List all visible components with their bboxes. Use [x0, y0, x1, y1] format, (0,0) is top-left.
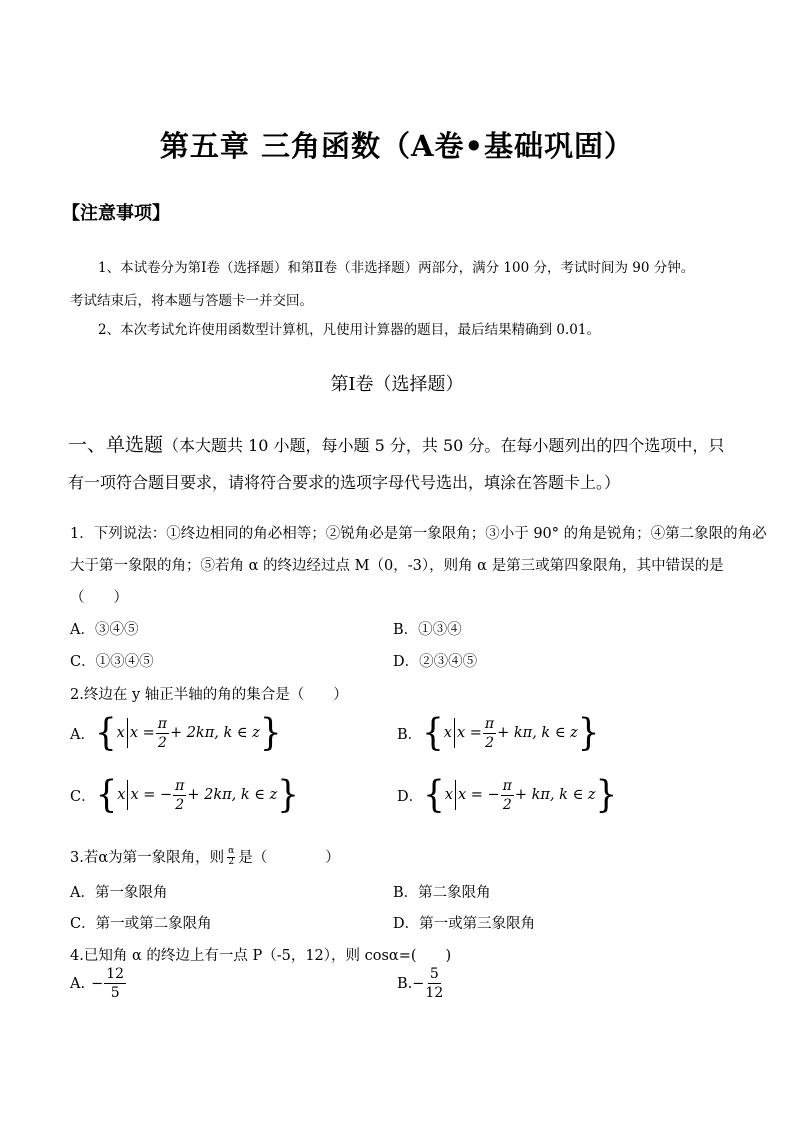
frac-num: α [228, 845, 235, 856]
q2-a-tail: + 2kπ, k ∈ z [169, 725, 260, 741]
q2-a-frac [156, 717, 169, 750]
q1-option-a: A．③④⑤ [70, 622, 139, 638]
frac-num: π [157, 715, 167, 732]
q2-stem: 2.终边在 y 轴正半轴的角的集合是（ ） [70, 687, 348, 703]
frac-den: 12 [425, 985, 444, 1001]
set-bar [127, 780, 128, 810]
q2-b-var: x [443, 725, 452, 741]
q2-b-eq: x = [456, 725, 482, 741]
q2-c-var: x [117, 787, 126, 803]
section-title: 第Ⅰ卷（选择题） [330, 374, 464, 395]
q3-option-d: D．第一或第三象限角 [393, 916, 536, 932]
q3-stem [70, 846, 340, 867]
part-heading-label: 一、单选题 [68, 434, 164, 456]
q2-d-tail: + kπ, k ∈ z [514, 787, 596, 803]
q2-option-a [70, 711, 282, 755]
frac-den: 2 [502, 796, 512, 813]
frac-den: 2 [175, 796, 185, 813]
right-brace-icon: } [259, 711, 282, 755]
left-brace-icon: { [422, 711, 444, 755]
frac-den: 2 [157, 734, 167, 751]
q3-stem-b: 是（ ） [238, 850, 340, 866]
frac-num: π [175, 777, 185, 794]
part-instructions-b: 有一项符合题目要求，请将符合要求的选项字母代号选出，填涂在答题卡上。） [68, 473, 621, 492]
q2-d-frac [501, 779, 514, 812]
q4-b-sign: − [412, 975, 425, 992]
right-brace-icon: } [277, 773, 299, 817]
frac-den: 5 [110, 985, 120, 1001]
q1-option-d: D．②③④⑤ [393, 654, 478, 670]
q1-option-b: B．①③④ [393, 622, 462, 638]
set-bar [127, 718, 128, 748]
q2-a-label: A． [70, 726, 95, 743]
q2-a-var: x [116, 725, 125, 741]
q3-stem-a: 3.若α为第一象限角，则 [70, 850, 225, 866]
frac-num: π [484, 715, 495, 732]
q4-a-frac [104, 967, 126, 1000]
q2-d-eq: x = − [457, 787, 500, 803]
q2-a-eq: x = [129, 725, 155, 741]
notice-heading: 【注意事项】 [62, 203, 170, 224]
q2-option-d [397, 773, 618, 817]
q2-b-set [422, 711, 600, 755]
part-instructions-a: （本大题共 10 小题，每小题 5 分，共 50 分。在每小题列出的四个选项中，只 [163, 436, 725, 455]
q2-c-set [95, 773, 299, 817]
part-heading [68, 430, 724, 457]
q2-b-frac [483, 717, 496, 750]
q4-a-sign: − [91, 975, 104, 992]
q2-a-set [94, 711, 282, 755]
q4-b-label: B. [397, 975, 413, 992]
q4-option-a [70, 967, 127, 1000]
set-bar [455, 780, 456, 810]
q2-option-c [70, 773, 299, 817]
notice-line-2: 2、本次考试允许使用函数型计算机，凡使用计算器的题目，最后结果精确到 0.01。 [98, 322, 600, 338]
q2-c-label: C． [70, 788, 96, 805]
set-bar [454, 718, 455, 748]
q4-stem: 4.已知角 α 的终边上有一点 P（-5，12），则 cosα=( ) [70, 948, 452, 964]
q2-c-tail: + 2kπ, k ∈ z [187, 787, 278, 803]
right-brace-icon: } [577, 711, 600, 755]
frac-den: 2 [228, 856, 235, 867]
frac-num: 5 [429, 966, 439, 982]
q2-b-tail: + kπ, k ∈ z [497, 725, 578, 741]
q1-option-c: C．①③④⑤ [70, 654, 154, 670]
q1-line-3: （ ） [70, 590, 128, 606]
left-brace-icon: { [95, 773, 118, 817]
frac-num: 12 [106, 966, 125, 982]
right-brace-icon: } [595, 773, 618, 817]
left-brace-icon: { [94, 711, 117, 755]
notice-line-1: 1、本试卷分为第Ⅰ卷（选择题）和第Ⅱ卷（非选择题）两部分，满分 100 分，考试时间为 90 分钟。 [98, 260, 695, 276]
q2-option-b [397, 711, 600, 755]
q1-line-2: 大于第一象限的角；⑤若角 α 的终边经过点 M（0，-3），则角 α 是第三或第四象限角，其中错误的是 [70, 558, 724, 574]
q3-alpha-half [227, 847, 235, 867]
q2-c-eq: x = − [130, 787, 173, 803]
q2-d-set [423, 773, 618, 817]
q4-a-label: A. [70, 975, 86, 992]
frac-num: π [502, 777, 512, 794]
q4-option-b [397, 967, 444, 1000]
q2-d-label: D． [397, 788, 424, 805]
notice-line-1b: 考试结束后，将本题与答题卡一并交回。 [70, 293, 313, 309]
document-title: 第五章 三角函数（A卷•基础巩固） [159, 129, 635, 163]
q1-line-1: 1．下列说法：①终边相同的角必相等；②锐角必是第一象限角；③小于 90° 的角是锐角；④第二象限的角必 [70, 526, 767, 542]
q3-option-b: B．第二象限角 [393, 885, 491, 901]
left-brace-icon: { [423, 773, 445, 817]
q3-option-c: C．第一或第二象限角 [70, 916, 212, 932]
q2-c-frac [173, 779, 186, 812]
q2-b-label: B． [397, 726, 423, 743]
q2-d-var: x [444, 787, 453, 803]
frac-den: 2 [485, 734, 494, 751]
q4-b-frac [425, 967, 443, 1000]
q3-option-a: A．第一象限角 [70, 885, 168, 901]
